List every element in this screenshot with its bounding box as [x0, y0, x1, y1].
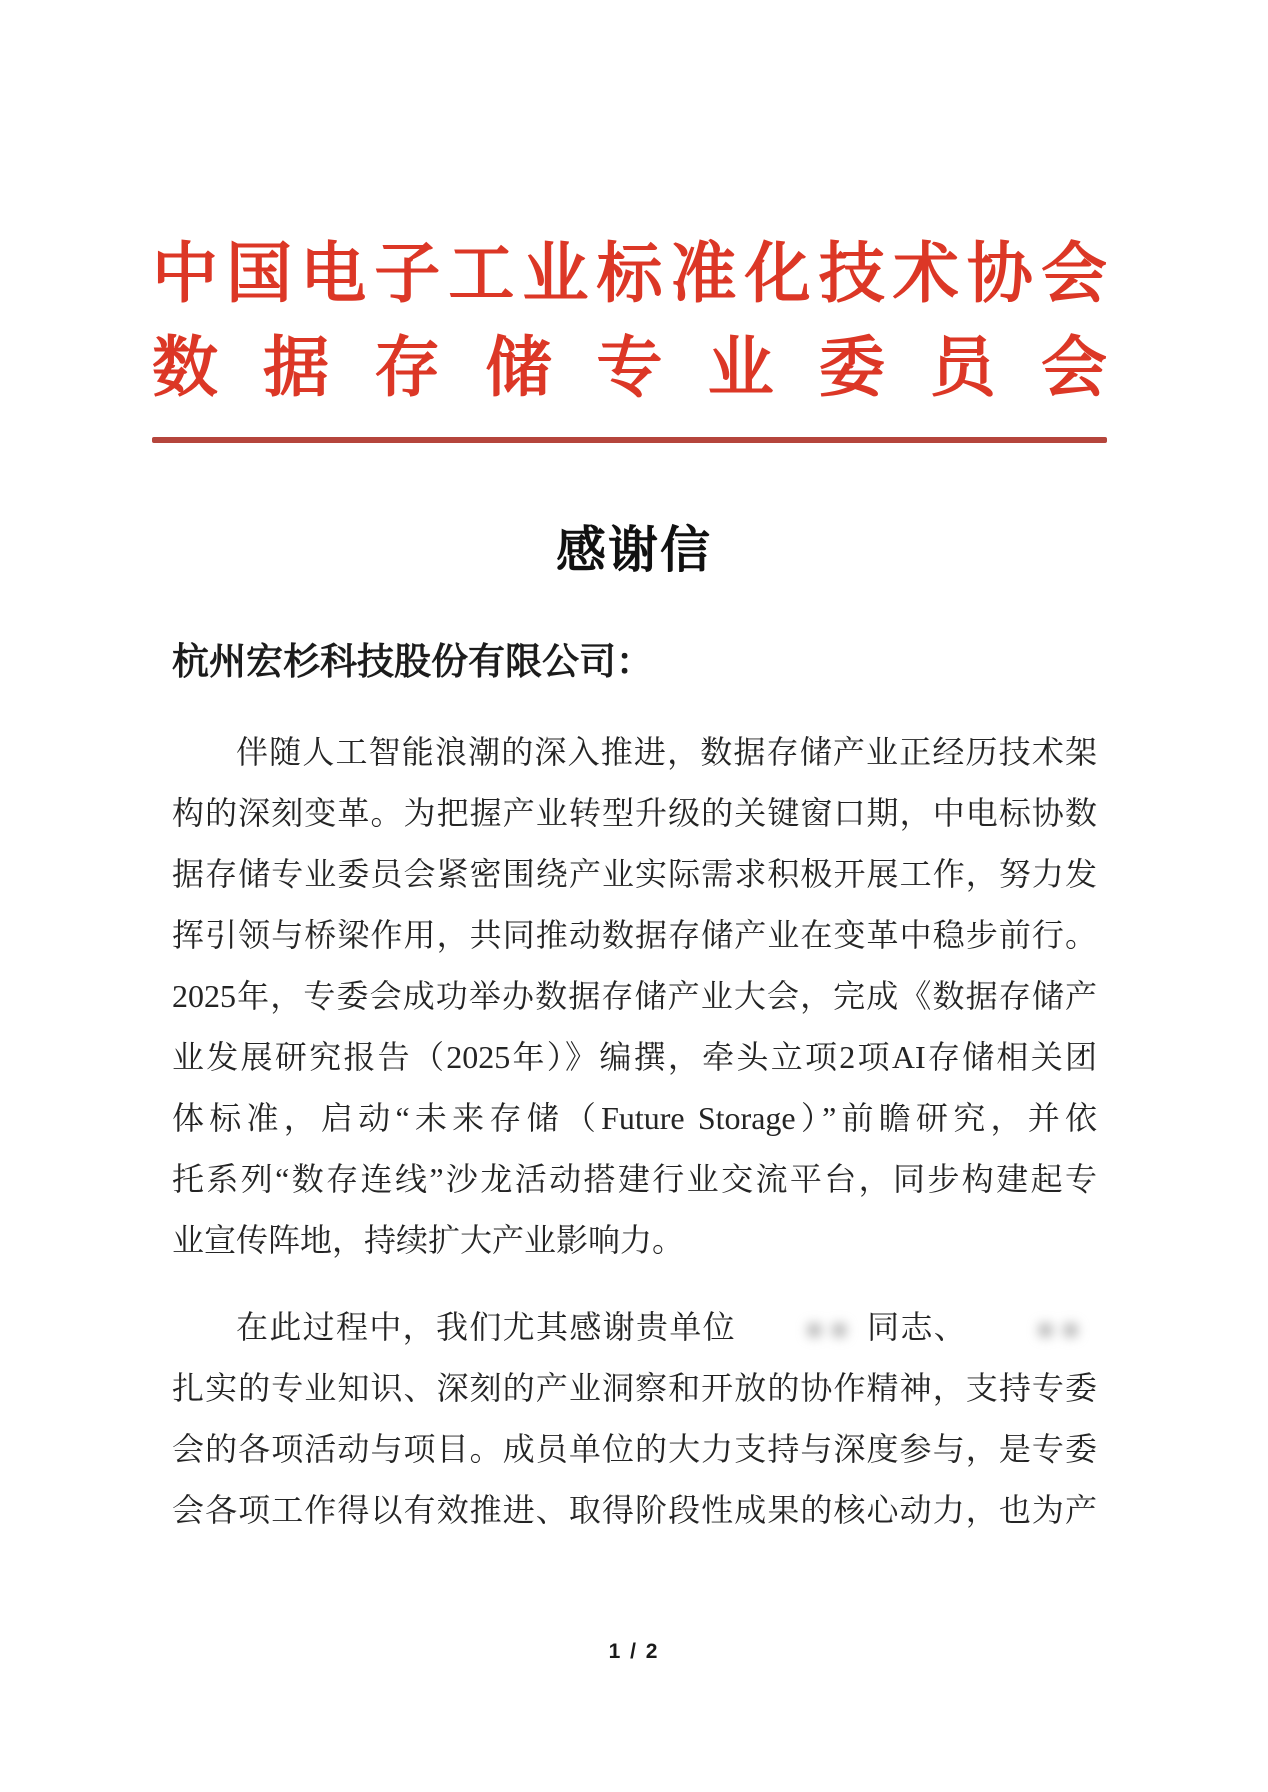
- body-line: 据存储专业委员会紧密围绕产业实际需求积极开展工作，努力发: [172, 856, 1097, 892]
- page-number-indicator: 1 / 2: [608, 1640, 660, 1663]
- body-line: 2025年，专委会成功举办数据存储产业大会，完成《数据存储产: [172, 978, 1097, 1014]
- letter-title: 感谢信: [556, 522, 712, 578]
- salutation: 杭州宏杉科技股份有限公司：: [172, 642, 653, 683]
- body-line: 挥引领与桥梁作用，共同推动数据存储产业在变革中稳步前行。: [172, 917, 1097, 953]
- body-line: 扎实的专业知识、深刻的产业洞察和开放的协作精神，支持专委: [172, 1370, 1097, 1406]
- org-name-line1: 中 国 电 子 工 业 标 准 化 技 术 协 会: [152, 238, 1107, 311]
- body-line: 托系列“数存连线”沙龙活动搭建行业交流平台，同步构建起专: [172, 1161, 1097, 1197]
- body-line: 会各项工作得以有效推进、取得阶段性成果的核心动力，也为产: [172, 1492, 1097, 1528]
- redacted-name: ●●: [805, 1314, 856, 1345]
- body-text-segment: 在此过程中，我们尤其感谢贵单位: [236, 1309, 736, 1345]
- letter-body: [172, 722, 1097, 1541]
- body-text-segment: 同志、: [865, 1309, 968, 1345]
- body-line: 业发展研究报告（2025年）》编撰，牵头立项2项AI存储相关团: [172, 1039, 1097, 1075]
- body-line: 构的深刻变革。为把握产业转型升级的关键窗口期，中电标协数: [172, 795, 1097, 831]
- header-divider-rule: [152, 437, 1107, 443]
- body-line-with-redactions: [172, 1297, 1097, 1358]
- redacted-name: ●●: [1037, 1314, 1087, 1345]
- body-line: 业宣传阵地，持续扩大产业影响力。: [172, 1222, 685, 1258]
- body-line: 伴随人工智能浪潮的深入推进，数据存储产业正经历技术架: [236, 734, 1097, 770]
- org-name-line2: 数 据 存 储 专 业 委 员 会: [152, 332, 1107, 405]
- body-line: 会的各项活动与项目。成员单位的大力支持与深度参与，是专委: [172, 1431, 1097, 1467]
- body-line: 体标准，启动“未来存储（Future Storage）”前瞻研究，并依: [172, 1100, 1097, 1136]
